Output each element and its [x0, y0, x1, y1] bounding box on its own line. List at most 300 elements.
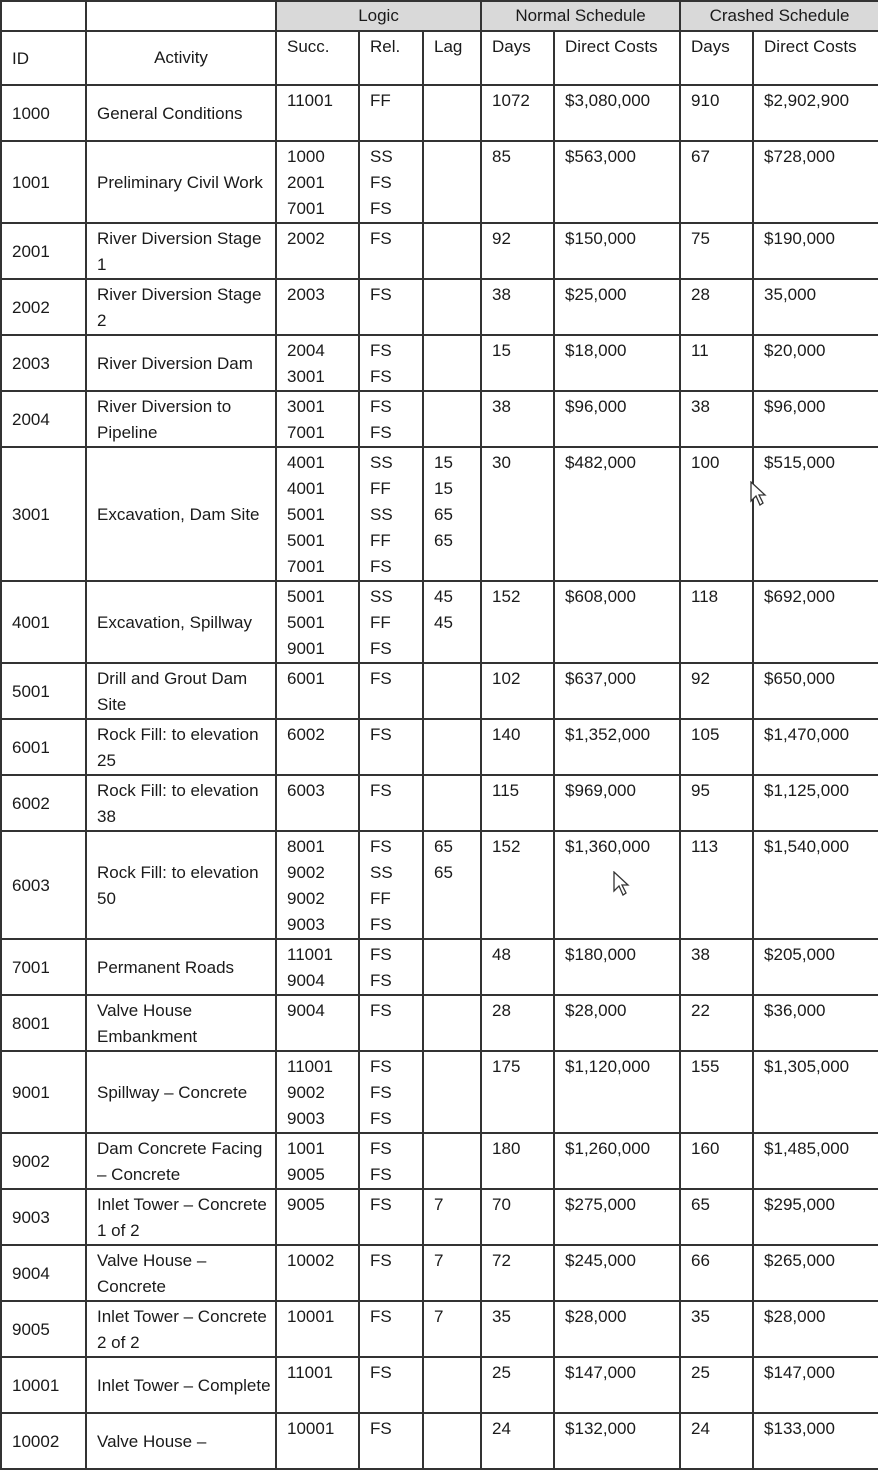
- crashed-days: 38: [680, 391, 753, 447]
- succ-cell: [276, 1413, 359, 1469]
- crashed-days: 28: [680, 279, 753, 335]
- normal-direct-costs: $1,352,000: [554, 719, 680, 775]
- activity-name: Inlet Tower – Complete: [86, 1357, 276, 1413]
- activity-name: Permanent Roads: [86, 939, 276, 995]
- succ-value: 9005: [287, 1195, 325, 1214]
- succ-cell: [276, 141, 359, 223]
- succ-cell: [276, 581, 359, 663]
- rel-value: FS: [370, 1001, 392, 1020]
- activity-name: River Diversion Dam: [86, 335, 276, 391]
- succ-cell: [276, 663, 359, 719]
- crashed-days: 67: [680, 141, 753, 223]
- succ-cell: [276, 1357, 359, 1413]
- lag-value: [434, 1416, 480, 1442]
- lag-value: [434, 968, 480, 994]
- succ-cell: [276, 391, 359, 447]
- succ-value: 3001: [287, 397, 325, 416]
- activity-name: Rock Fill: to elevation 50: [86, 831, 276, 939]
- rel-value: FS: [370, 915, 392, 934]
- col-id: ID: [1, 31, 86, 85]
- lag-value: 7: [434, 1195, 444, 1214]
- rel-cell: [359, 1245, 423, 1301]
- col-normal-costs: Direct Costs: [554, 31, 680, 85]
- activity-id: 2004: [1, 391, 86, 447]
- succ-value: 11001: [287, 1363, 334, 1382]
- normal-direct-costs: $147,000: [554, 1357, 680, 1413]
- crashed-direct-costs: $147,000: [753, 1357, 878, 1413]
- normal-days: 24: [481, 1413, 554, 1469]
- crashed-days: 25: [680, 1357, 753, 1413]
- activity-id: 3001: [1, 447, 86, 581]
- succ-value: 6002: [287, 725, 325, 744]
- mouse-cursor-icon: [749, 481, 767, 507]
- rel-value: FS: [370, 397, 392, 416]
- crashed-days: 38: [680, 939, 753, 995]
- succ-value: 7001: [287, 423, 325, 442]
- lag-cell: [423, 391, 481, 447]
- rel-cell: [359, 995, 423, 1051]
- activity-name: Valve House – Concrete: [86, 1245, 276, 1301]
- crashed-direct-costs: $650,000: [753, 663, 878, 719]
- rel-value: FS: [370, 173, 392, 192]
- table-row: [1, 335, 878, 391]
- crashed-days: 75: [680, 223, 753, 279]
- lag-value: [434, 1162, 480, 1188]
- col-normal-days: Days: [481, 31, 554, 85]
- normal-days: 102: [481, 663, 554, 719]
- normal-direct-costs: $969,000: [554, 775, 680, 831]
- crashed-direct-costs: $1,540,000: [753, 831, 878, 939]
- lag-value: [434, 998, 480, 1024]
- normal-direct-costs: $150,000: [554, 223, 680, 279]
- crashed-direct-costs: 35,000: [753, 279, 878, 335]
- rel-value: FS: [370, 423, 392, 442]
- rel-value: FS: [370, 837, 392, 856]
- normal-direct-costs: $1,260,000: [554, 1133, 680, 1189]
- crashed-direct-costs: $2,902,900: [753, 85, 878, 141]
- succ-cell: [276, 831, 359, 939]
- normal-direct-costs: $18,000: [554, 335, 680, 391]
- normal-days: 1072: [481, 85, 554, 141]
- succ-value: 5001: [287, 613, 325, 632]
- normal-direct-costs: $180,000: [554, 939, 680, 995]
- succ-value: 11001: [287, 1057, 334, 1076]
- rel-value: FS: [370, 725, 392, 744]
- normal-days: 152: [481, 581, 554, 663]
- activity-name: Dam Concrete Facing – Concrete: [86, 1133, 276, 1189]
- succ-value: 1000: [287, 147, 325, 166]
- activity-id: 1001: [1, 141, 86, 223]
- lag-cell: [423, 663, 481, 719]
- succ-cell: [276, 335, 359, 391]
- normal-days: 92: [481, 223, 554, 279]
- crashed-direct-costs: $728,000: [753, 141, 878, 223]
- activity-name: Drill and Grout Dam Site: [86, 663, 276, 719]
- succ-value: 11001: [287, 945, 334, 964]
- succ-value: 2001: [287, 173, 325, 192]
- col-crashed-costs: Direct Costs: [753, 31, 878, 85]
- lag-cell: [423, 223, 481, 279]
- normal-direct-costs: $1,120,000: [554, 1051, 680, 1133]
- table-row: [1, 1357, 878, 1413]
- normal-direct-costs: $637,000: [554, 663, 680, 719]
- normal-days: 25: [481, 1357, 554, 1413]
- activity-id: 9002: [1, 1133, 86, 1189]
- succ-value: 5001: [287, 531, 325, 550]
- crashed-days: 100: [680, 447, 753, 581]
- group-logic: Logic: [276, 1, 481, 31]
- lag-cell: [423, 1245, 481, 1301]
- activity-id: 8001: [1, 995, 86, 1051]
- crashed-days: 11: [680, 335, 753, 391]
- succ-cell: [276, 719, 359, 775]
- table-row: [1, 141, 878, 223]
- activity-name: Valve House Embankment: [86, 995, 276, 1051]
- lag-value: [434, 886, 480, 912]
- rel-cell: [359, 581, 423, 663]
- rel-value: FS: [370, 639, 392, 658]
- succ-cell: [276, 1301, 359, 1357]
- activity-name: General Conditions: [86, 85, 276, 141]
- normal-direct-costs: $96,000: [554, 391, 680, 447]
- activity-id: 9005: [1, 1301, 86, 1357]
- succ-value: 9003: [287, 915, 325, 934]
- crashed-direct-costs: $1,470,000: [753, 719, 878, 775]
- lag-value: [434, 912, 480, 938]
- succ-value: 4001: [287, 453, 325, 472]
- rel-cell: [359, 1133, 423, 1189]
- lag-value: [434, 942, 480, 968]
- lag-value: 65: [434, 863, 453, 882]
- rel-value: FF: [370, 91, 391, 110]
- crashed-days: 35: [680, 1301, 753, 1357]
- normal-days: 115: [481, 775, 554, 831]
- succ-value: 5001: [287, 587, 325, 606]
- succ-value: 1001: [287, 1139, 325, 1158]
- lag-cell: [423, 1133, 481, 1189]
- col-lag: Lag: [423, 31, 481, 85]
- succ-cell: [276, 995, 359, 1051]
- lag-cell: [423, 1301, 481, 1357]
- succ-value: 2004: [287, 341, 325, 360]
- table-row: [1, 1133, 878, 1189]
- table-row: [1, 831, 878, 939]
- activity-id: 4001: [1, 581, 86, 663]
- crashed-days: 160: [680, 1133, 753, 1189]
- rel-value: FF: [370, 613, 391, 632]
- lag-cell: [423, 85, 481, 141]
- rel-value: FS: [370, 1307, 392, 1326]
- activity-id: 1000: [1, 85, 86, 141]
- rel-cell: [359, 1189, 423, 1245]
- lag-value: [434, 364, 480, 390]
- rel-value: FS: [370, 367, 392, 386]
- crashed-days: 118: [680, 581, 753, 663]
- crashed-days: 113: [680, 831, 753, 939]
- table-row: [1, 391, 878, 447]
- lag-value: [434, 338, 480, 364]
- rel-cell: [359, 85, 423, 141]
- lag-value: 65: [434, 505, 453, 524]
- lag-cell: [423, 995, 481, 1051]
- lag-value: [434, 1106, 480, 1132]
- lag-value: [434, 1360, 480, 1386]
- lag-cell: [423, 1413, 481, 1469]
- succ-cell: [276, 1245, 359, 1301]
- succ-value: 2002: [287, 229, 325, 248]
- rel-cell: [359, 223, 423, 279]
- rel-value: FF: [370, 479, 391, 498]
- rel-value: FS: [370, 285, 392, 304]
- table-row: [1, 995, 878, 1051]
- table-row: [1, 1413, 878, 1469]
- activity-id: 9004: [1, 1245, 86, 1301]
- succ-cell: [276, 775, 359, 831]
- lag-value: [434, 554, 480, 580]
- succ-value: 9002: [287, 1083, 325, 1102]
- rel-value: FS: [370, 1165, 392, 1184]
- rel-value: FS: [370, 1139, 392, 1158]
- crashed-direct-costs: $1,485,000: [753, 1133, 878, 1189]
- normal-direct-costs: $608,000: [554, 581, 680, 663]
- activity-id: 6002: [1, 775, 86, 831]
- activity-name: Inlet Tower – Concrete 2 of 2: [86, 1301, 276, 1357]
- activity-id: 6001: [1, 719, 86, 775]
- rel-value: FS: [370, 1083, 392, 1102]
- normal-days: 70: [481, 1189, 554, 1245]
- succ-value: 8001: [287, 837, 325, 856]
- activity-id: 10002: [1, 1413, 86, 1469]
- lag-value: [434, 636, 480, 662]
- activity-id: 9001: [1, 1051, 86, 1133]
- activity-name: River Diversion Stage 1: [86, 223, 276, 279]
- rel-value: SS: [370, 587, 393, 606]
- rel-cell: [359, 141, 423, 223]
- crashed-days: 92: [680, 663, 753, 719]
- crashed-direct-costs: $1,125,000: [753, 775, 878, 831]
- lag-cell: [423, 279, 481, 335]
- table-row: [1, 1301, 878, 1357]
- activity-name: Inlet Tower – Concrete 1 of 2: [86, 1189, 276, 1245]
- rel-cell: [359, 391, 423, 447]
- succ-value: 10001: [287, 1419, 335, 1438]
- normal-direct-costs: $245,000: [554, 1245, 680, 1301]
- rel-cell: [359, 1357, 423, 1413]
- succ-value: 9001: [287, 639, 325, 658]
- lag-value: [434, 88, 480, 114]
- table-row: [1, 719, 878, 775]
- lag-cell: [423, 1357, 481, 1413]
- succ-cell: [276, 1189, 359, 1245]
- rel-value: FF: [370, 531, 391, 550]
- succ-value: 4001: [287, 479, 325, 498]
- normal-direct-costs: $275,000: [554, 1189, 680, 1245]
- activity-name: Excavation, Spillway: [86, 581, 276, 663]
- succ-value: 9003: [287, 1109, 325, 1128]
- rel-cell: [359, 335, 423, 391]
- lag-cell: [423, 939, 481, 995]
- col-rel: Rel.: [359, 31, 423, 85]
- normal-days: 180: [481, 1133, 554, 1189]
- col-crashed-days: Days: [680, 31, 753, 85]
- col-activity: Activity: [86, 31, 276, 85]
- crashed-direct-costs: $20,000: [753, 335, 878, 391]
- activity-id: 9003: [1, 1189, 86, 1245]
- normal-days: 175: [481, 1051, 554, 1133]
- succ-value: 7001: [287, 557, 325, 576]
- rel-value: SS: [370, 147, 393, 166]
- succ-value: 6001: [287, 669, 325, 688]
- succ-value: 2003: [287, 285, 325, 304]
- succ-value: 11001: [287, 91, 334, 110]
- table-row: [1, 85, 878, 141]
- activity-name: Valve House –: [86, 1413, 276, 1469]
- rel-cell: [359, 939, 423, 995]
- group-normal-schedule: Normal Schedule: [481, 1, 680, 31]
- succ-cell: [276, 223, 359, 279]
- rel-value: SS: [370, 453, 393, 472]
- succ-value: 9002: [287, 863, 325, 882]
- succ-cell: [276, 939, 359, 995]
- rel-value: FS: [370, 781, 392, 800]
- lag-cell: [423, 1189, 481, 1245]
- activity-name: River Diversion to Pipeline: [86, 391, 276, 447]
- rel-value: FF: [370, 889, 391, 908]
- activity-name: Excavation, Dam Site: [86, 447, 276, 581]
- succ-value: 10001: [287, 1307, 335, 1326]
- rel-value: FS: [370, 341, 392, 360]
- normal-days: 72: [481, 1245, 554, 1301]
- header-blank: [1, 1, 86, 31]
- normal-direct-costs: $482,000: [554, 447, 680, 581]
- lag-cell: [423, 719, 481, 775]
- col-succ: Succ.: [276, 31, 359, 85]
- normal-direct-costs: $1,360,000: [554, 831, 680, 939]
- lag-cell: [423, 141, 481, 223]
- rel-value: FS: [370, 1195, 392, 1214]
- normal-days: 140: [481, 719, 554, 775]
- normal-days: 28: [481, 995, 554, 1051]
- table-row: [1, 447, 878, 581]
- activity-name: Rock Fill: to elevation 25: [86, 719, 276, 775]
- activity-id: 2001: [1, 223, 86, 279]
- crashed-direct-costs: $295,000: [753, 1189, 878, 1245]
- normal-days: 152: [481, 831, 554, 939]
- lag-cell: [423, 335, 481, 391]
- normal-direct-costs: $28,000: [554, 995, 680, 1051]
- crashed-direct-costs: $265,000: [753, 1245, 878, 1301]
- crashed-direct-costs: $28,000: [753, 1301, 878, 1357]
- lag-value: 7: [434, 1307, 444, 1326]
- rel-value: FS: [370, 1109, 392, 1128]
- normal-direct-costs: $3,080,000: [554, 85, 680, 141]
- succ-cell: [276, 1051, 359, 1133]
- lag-value: [434, 226, 480, 252]
- normal-days: 38: [481, 279, 554, 335]
- succ-value: 9002: [287, 889, 325, 908]
- lag-cell: [423, 1051, 481, 1133]
- crashed-direct-costs: $205,000: [753, 939, 878, 995]
- crashed-direct-costs: $692,000: [753, 581, 878, 663]
- table-row: [1, 581, 878, 663]
- crashed-direct-costs: $96,000: [753, 391, 878, 447]
- activity-name: Spillway – Concrete: [86, 1051, 276, 1133]
- lag-cell: [423, 831, 481, 939]
- table-row: [1, 663, 878, 719]
- rel-cell: [359, 1051, 423, 1133]
- rel-cell: [359, 719, 423, 775]
- activity-name: Preliminary Civil Work: [86, 141, 276, 223]
- normal-direct-costs: $25,000: [554, 279, 680, 335]
- table-row: [1, 1245, 878, 1301]
- rel-value: FS: [370, 1363, 392, 1382]
- normal-days: 15: [481, 335, 554, 391]
- normal-direct-costs: $28,000: [554, 1301, 680, 1357]
- lag-value: 65: [434, 531, 453, 550]
- succ-value: 9004: [287, 1001, 325, 1020]
- rel-cell: [359, 663, 423, 719]
- crashed-direct-costs: $133,000: [753, 1413, 878, 1469]
- lag-cell: [423, 581, 481, 663]
- succ-value: 6003: [287, 781, 325, 800]
- rel-cell: [359, 1413, 423, 1469]
- activity-id: 7001: [1, 939, 86, 995]
- table-row: [1, 939, 878, 995]
- group-crashed-schedule: Crashed Schedule: [680, 1, 878, 31]
- table-row: [1, 1051, 878, 1133]
- lag-value: [434, 196, 480, 222]
- activity-id: 5001: [1, 663, 86, 719]
- activity-id: 2003: [1, 335, 86, 391]
- rel-value: FS: [370, 945, 392, 964]
- rel-cell: [359, 279, 423, 335]
- normal-direct-costs: $132,000: [554, 1413, 680, 1469]
- table-row: [1, 279, 878, 335]
- lag-value: 65: [434, 837, 453, 856]
- normal-direct-costs: $563,000: [554, 141, 680, 223]
- rel-value: FS: [370, 971, 392, 990]
- crashed-direct-costs: $515,000: [753, 447, 878, 581]
- lag-value: [434, 722, 480, 748]
- activity-name: Rock Fill: to elevation 38: [86, 775, 276, 831]
- succ-cell: [276, 279, 359, 335]
- lag-value: [434, 1054, 480, 1080]
- crashed-direct-costs: $190,000: [753, 223, 878, 279]
- succ-value: 7001: [287, 199, 325, 218]
- activity-id: 2002: [1, 279, 86, 335]
- crashed-days: 24: [680, 1413, 753, 1469]
- crashed-days: 910: [680, 85, 753, 141]
- table-row: [1, 223, 878, 279]
- crashed-direct-costs: $1,305,000: [753, 1051, 878, 1133]
- lag-cell: [423, 447, 481, 581]
- rel-value: SS: [370, 505, 393, 524]
- lag-value: 45: [434, 587, 453, 606]
- lag-value: [434, 778, 480, 804]
- rel-value: FS: [370, 1251, 392, 1270]
- succ-value: 9004: [287, 971, 325, 990]
- normal-days: 48: [481, 939, 554, 995]
- rel-value: FS: [370, 1057, 392, 1076]
- lag-cell: [423, 775, 481, 831]
- crashed-days: 22: [680, 995, 753, 1051]
- lag-value: [434, 666, 480, 692]
- crashed-days: 95: [680, 775, 753, 831]
- lag-value: [434, 1136, 480, 1162]
- lag-value: 7: [434, 1251, 444, 1270]
- rel-cell: [359, 1301, 423, 1357]
- lag-value: [434, 170, 480, 196]
